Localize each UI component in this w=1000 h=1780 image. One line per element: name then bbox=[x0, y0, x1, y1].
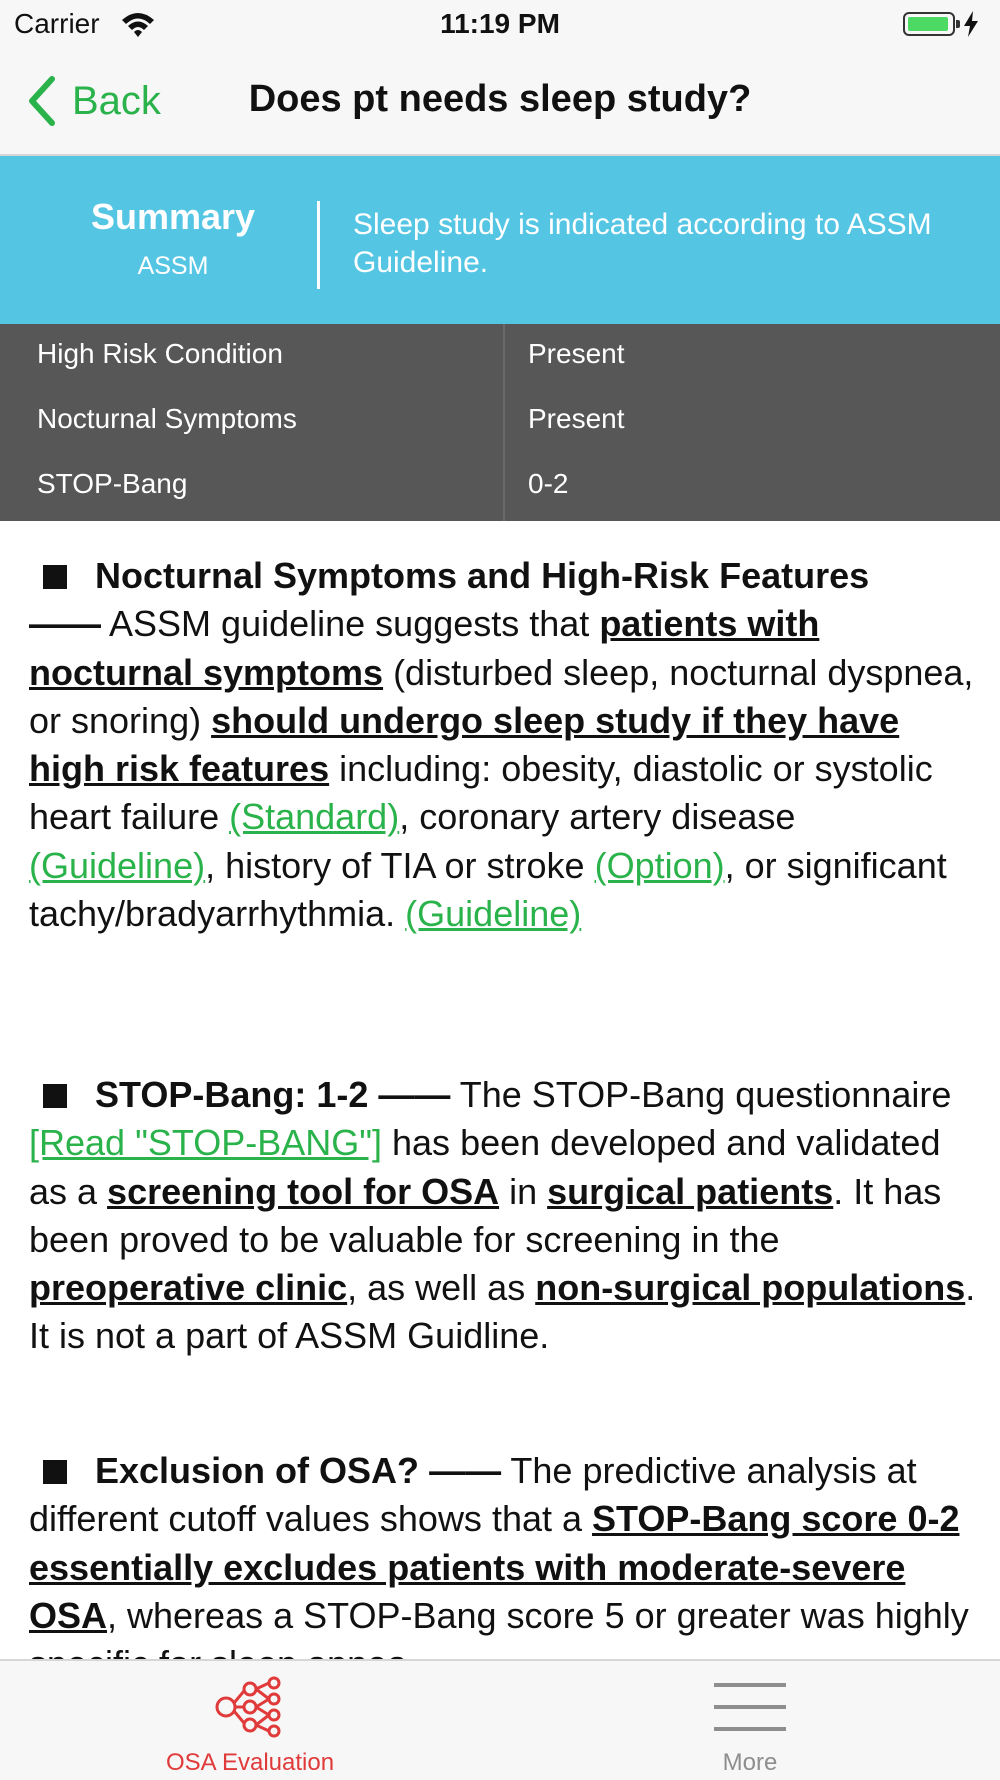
paragraph-stop-bang bbox=[29, 1071, 979, 1361]
paragraph-heading: STOP-Bang: 1-2 bbox=[95, 1074, 369, 1115]
text: . It has been proved to be valuable for screening in the bbox=[29, 1170, 942, 1260]
row-label: Nocturnal Symptoms bbox=[37, 403, 297, 434]
text: ASSM guideline suggests that bbox=[101, 603, 600, 645]
back-button[interactable] bbox=[26, 72, 161, 130]
content-scroll-area[interactable] bbox=[0, 521, 1000, 1659]
text: The predictive analysis at different cutoff values shows that a bbox=[29, 1450, 917, 1540]
tab-label: More bbox=[722, 1749, 778, 1776]
emphasis: should undergo sleep study if they have high risk features bbox=[29, 699, 900, 790]
paragraph-heading: Exclusion of OSA? bbox=[95, 1450, 420, 1491]
summary-subtitle: ASSM bbox=[137, 252, 209, 280]
text: (disturbed sleep, nocturnal dyspnea, or snoring) bbox=[29, 651, 974, 741]
emphasis: preoperative clinic bbox=[29, 1267, 348, 1309]
risk-table bbox=[0, 324, 1000, 521]
emphasis: patients with nocturnal symptoms bbox=[29, 603, 820, 693]
emphasis: screening tool for OSA bbox=[107, 1170, 500, 1212]
dash: —— bbox=[29, 603, 101, 645]
text: , history of TIA or stroke bbox=[205, 844, 595, 886]
dash: —— bbox=[429, 1450, 502, 1491]
row-value: Present bbox=[528, 403, 625, 434]
text: . It is not a part of ASSM Guidline. bbox=[29, 1267, 976, 1357]
link-guideline[interactable]: (Guideline) bbox=[405, 893, 582, 935]
table-row bbox=[0, 389, 1000, 454]
text: , whereas a STOP-Bang score 5 or greater was highly bbox=[107, 1594, 969, 1636]
tab-bar bbox=[0, 1659, 1000, 1780]
text: in bbox=[499, 1170, 548, 1212]
carrier-label: Carrier bbox=[14, 8, 100, 39]
summary-header bbox=[60, 196, 286, 281]
navigation-bar bbox=[0, 50, 1000, 156]
text: , coronary artery disease bbox=[399, 796, 796, 838]
link-standard[interactable]: (Standard) bbox=[229, 796, 400, 838]
tab-label: OSA Evaluation bbox=[165, 1749, 335, 1776]
menu-lines-icon bbox=[714, 1675, 786, 1739]
clock: 11:19 PM bbox=[440, 8, 560, 39]
emphasis: STOP-Bang score 0-2 essentially excludes patients with moderate-severe OSA bbox=[29, 1498, 960, 1636]
link-guideline[interactable]: (Guideline) bbox=[29, 844, 206, 886]
link-read-stop-bang[interactable]: [Read "STOP-BANG"] bbox=[29, 1122, 383, 1164]
tab-more[interactable] bbox=[500, 1661, 1000, 1780]
summary-divider bbox=[317, 201, 320, 289]
table-row bbox=[0, 324, 1000, 389]
paragraph-heading: Nocturnal Symptoms and High-Risk Features bbox=[95, 555, 870, 596]
dash: —— bbox=[378, 1074, 451, 1115]
summary-title: Summary bbox=[90, 196, 256, 237]
row-label: High Risk Condition bbox=[37, 338, 283, 369]
link-option[interactable]: (Option) bbox=[594, 844, 725, 886]
page-title: Does pt needs sleep study? bbox=[248, 78, 752, 120]
emphasis: non-surgical populations bbox=[535, 1267, 966, 1309]
row-value: Present bbox=[528, 338, 625, 369]
emphasis: surgical patients bbox=[547, 1170, 834, 1212]
row-value: 0-2 bbox=[528, 468, 569, 499]
text: The STOP-Bang questionnaire bbox=[450, 1074, 952, 1115]
paragraph-exclusion-of-osa bbox=[29, 1447, 979, 1688]
table-row bbox=[0, 454, 1000, 519]
charging-bolt-icon bbox=[962, 10, 980, 38]
summary-banner bbox=[0, 156, 1000, 324]
text: including: obesity, diastolic or systolic heart failure bbox=[29, 748, 933, 838]
back-label: Back bbox=[72, 78, 161, 123]
square-bullet-icon bbox=[43, 565, 67, 589]
text: has been developed and validated as a bbox=[29, 1122, 941, 1212]
network-icon bbox=[214, 1675, 286, 1739]
summary-text: Sleep study is indicated according to ASSM Guideline. bbox=[353, 208, 932, 279]
tab-osa-evaluation[interactable] bbox=[0, 1661, 500, 1780]
chevron-left-icon bbox=[26, 75, 58, 127]
status-bar bbox=[0, 0, 1000, 50]
text: , or significant tachy/bradyarrhythmia. bbox=[29, 844, 947, 935]
text: , as well as bbox=[347, 1267, 536, 1309]
square-bullet-icon bbox=[43, 1460, 67, 1484]
square-bullet-icon bbox=[43, 1084, 67, 1108]
row-label: STOP-Bang bbox=[37, 468, 188, 499]
paragraph-nocturnal-symptoms bbox=[29, 552, 979, 938]
battery-icon bbox=[903, 12, 955, 36]
